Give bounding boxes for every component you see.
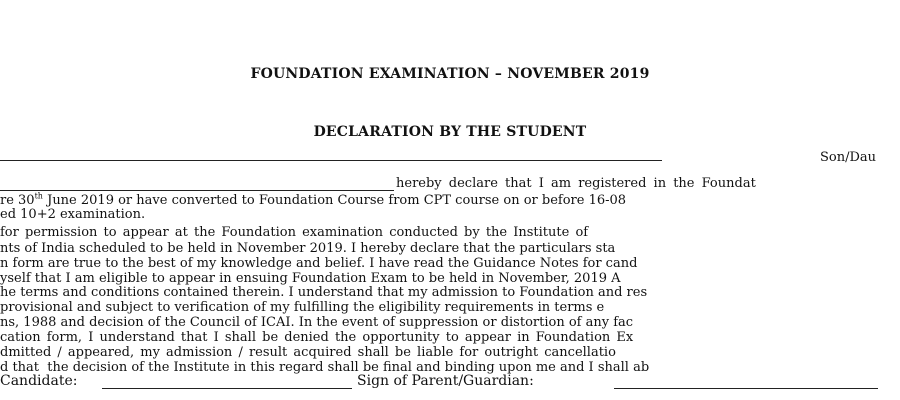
relation-label: Son/Dau (820, 150, 877, 165)
para2-line: he terms and conditions contained therein. I understand that my admission to Foundation and res (0, 285, 648, 300)
candidate-sign-blank (102, 388, 352, 389)
para2-line: cation form, I understand that I shall be denied the opportunity to appear in Foundation Ex (0, 330, 634, 345)
father-name-blank (0, 190, 394, 191)
para2-line: ns, 1988 and decision of the Council of ICAI. In the event of suppression or distortion of any fac (0, 315, 634, 330)
para2-line: for permission to appear at the Foundation examination conducted by the Institute of (0, 225, 589, 240)
parent-sign-label: Sign of Parent/Guardian: (357, 373, 534, 389)
parent-sign-blank (614, 388, 878, 389)
declaration-title: DECLARATION BY THE STUDENT (313, 124, 587, 140)
para2-line: n form are true to the best of my knowledge and belief. I have read the Guidance Notes for cand (0, 256, 638, 271)
para1-line3: ed 10+2 examination. (0, 207, 146, 222)
para2-line: provisional and subject to verification of my fulfilling the eligibility requirements in terms e (0, 300, 605, 315)
para1-line1: hereby declare that I am registered in the Foundat (396, 176, 756, 191)
para2-line: dmitted / appeared, my admission / result acquired shall be liable for outright cancellatio (0, 345, 616, 360)
student-name-blank (0, 160, 662, 161)
candidate-sign-label: Candidate: (0, 373, 78, 389)
para2-line: nts of India scheduled to be held in November 2019. I hereby declare that the particulars sta (0, 241, 616, 256)
para1-line2: re 30th June 2019 or have converted to Foundation Course from CPT course on or before 16-08 (0, 191, 627, 208)
exam-title: FOUNDATION EXAMINATION – NOVEMBER 2019 (250, 66, 650, 82)
para2-line: d that the decision of the Institute in this regard shall be final and binding upon me and I shall ab (0, 360, 650, 375)
para2-line: yself that I am eligible to appear in ensuing Foundation Exam to be held in November, 2019 A (0, 271, 621, 286)
